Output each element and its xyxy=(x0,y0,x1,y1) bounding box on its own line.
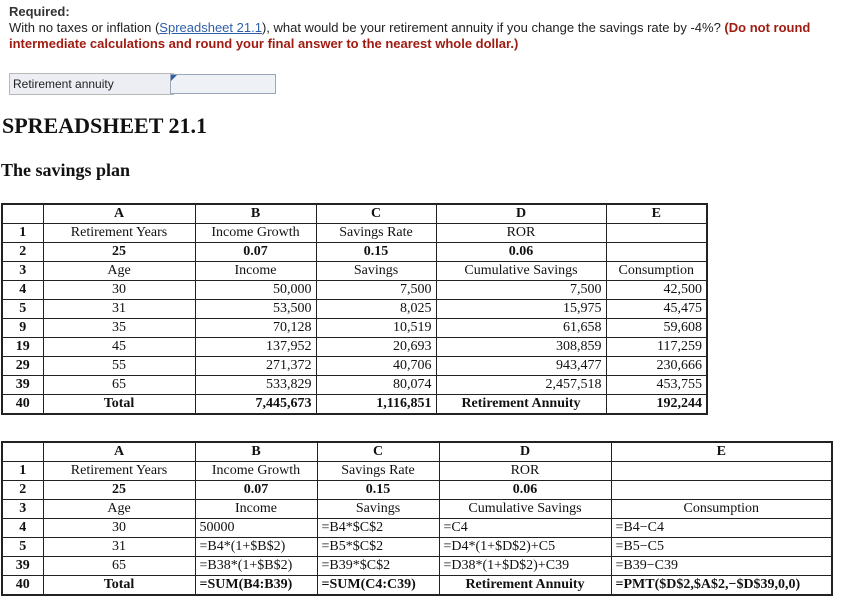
table-row xyxy=(2,538,832,557)
cell xyxy=(606,224,707,243)
column-header: D xyxy=(436,204,606,224)
cell: 70,128 xyxy=(195,319,316,338)
retirement-annuity-input[interactable] xyxy=(170,74,276,94)
column-header-row xyxy=(2,442,832,462)
rounding-warning: (Do not round intermediate calculations and round your final answer to the nearest whole dollar.) xyxy=(9,20,811,51)
cell: Age xyxy=(43,500,195,519)
cell xyxy=(611,481,832,500)
cell: 80,074 xyxy=(316,376,436,395)
cell: 8,025 xyxy=(316,300,436,319)
table-row xyxy=(2,462,832,481)
cell: 0.06 xyxy=(439,481,611,500)
spreadsheet-title: SPREADSHEET 21.1 xyxy=(2,113,207,138)
column-header: D xyxy=(439,442,611,462)
cell: Total xyxy=(43,395,195,415)
column-header: E xyxy=(606,204,707,224)
row-number: 4 xyxy=(2,519,43,538)
cell: Income xyxy=(195,262,316,281)
cell: =C4 xyxy=(439,519,611,538)
cell: 65 xyxy=(43,557,195,576)
savings-plan-values-table xyxy=(1,203,708,415)
spreadsheet-link[interactable]: Spreadsheet 21.1 xyxy=(159,20,262,35)
cell: 59,608 xyxy=(606,319,707,338)
cell: 61,658 xyxy=(436,319,606,338)
answer-row xyxy=(9,73,271,95)
cell: 453,755 xyxy=(606,376,707,395)
row-number: 2 xyxy=(2,243,43,262)
cell: 137,952 xyxy=(195,338,316,357)
cell: Total xyxy=(43,576,195,596)
cell: =SUM(B4:B39) xyxy=(195,576,317,596)
cell: 50,000 xyxy=(195,281,316,300)
cell: Income xyxy=(195,500,317,519)
cell: 20,693 xyxy=(316,338,436,357)
answer-label: Retirement annuity xyxy=(9,73,174,95)
row-number: 5 xyxy=(2,300,43,319)
cell: Savings Rate xyxy=(317,462,439,481)
cell: 117,259 xyxy=(606,338,707,357)
cell: 0.07 xyxy=(195,481,317,500)
cell: 308,859 xyxy=(436,338,606,357)
cell: Income Growth xyxy=(195,224,316,243)
cell: 40,706 xyxy=(316,357,436,376)
cell: 192,244 xyxy=(606,395,707,415)
table-row xyxy=(2,500,832,519)
cell: Income Growth xyxy=(195,462,317,481)
cell: =B38*(1+$B$2) xyxy=(195,557,317,576)
cell: =B5−C5 xyxy=(611,538,832,557)
cell: 45,475 xyxy=(606,300,707,319)
cell: ROR xyxy=(439,462,611,481)
table-row xyxy=(2,395,707,415)
table-row xyxy=(2,357,707,376)
required-section xyxy=(9,4,837,52)
table-row xyxy=(2,319,707,338)
cell: 31 xyxy=(43,300,195,319)
row-number: 9 xyxy=(2,319,43,338)
cell: 7,500 xyxy=(436,281,606,300)
column-header: A xyxy=(43,442,195,462)
row-number: 2 xyxy=(2,481,43,500)
cell: Age xyxy=(43,262,195,281)
cell: 271,372 xyxy=(195,357,316,376)
question-text xyxy=(9,20,837,52)
cell: 0.06 xyxy=(436,243,606,262)
column-header: C xyxy=(316,204,436,224)
cell: 10,519 xyxy=(316,319,436,338)
question-text-before: With no taxes or inflation ( xyxy=(9,20,160,35)
cell xyxy=(606,243,707,262)
cell: Retirement Years xyxy=(43,224,195,243)
column-header: A xyxy=(43,204,195,224)
question-text-after: ), what would be your retirement annuity if you change the savings rate by -4%? xyxy=(261,20,721,35)
cell: 0.07 xyxy=(195,243,316,262)
cell: =B4*$C$2 xyxy=(317,519,439,538)
row-number: 4 xyxy=(2,281,43,300)
table-row xyxy=(2,224,707,243)
cell: =B4*(1+$B$2) xyxy=(195,538,317,557)
cell: =B39*$C$2 xyxy=(317,557,439,576)
table-row xyxy=(2,338,707,357)
cell: 943,477 xyxy=(436,357,606,376)
row-number: 1 xyxy=(2,224,43,243)
cell: 7,500 xyxy=(316,281,436,300)
table-row xyxy=(2,376,707,395)
cell: =D4*(1+$D$2)+C5 xyxy=(439,538,611,557)
cell: 30 xyxy=(43,281,195,300)
row-number: 40 xyxy=(2,395,43,415)
cell: 25 xyxy=(43,243,195,262)
cell: Retirement Annuity xyxy=(439,576,611,596)
cell: Cumulative Savings xyxy=(439,500,611,519)
corner-cell xyxy=(2,442,43,462)
row-number: 5 xyxy=(2,538,43,557)
cell: 533,829 xyxy=(195,376,316,395)
table-row xyxy=(2,576,832,596)
cell: 230,666 xyxy=(606,357,707,376)
cell: 7,445,673 xyxy=(195,395,316,415)
cell: 65 xyxy=(43,376,195,395)
cell: 0.15 xyxy=(317,481,439,500)
column-header: B xyxy=(195,204,316,224)
row-number: 19 xyxy=(2,338,43,357)
cell: Retirement Annuity xyxy=(436,395,606,415)
cell: Consumption xyxy=(611,500,832,519)
table-row xyxy=(2,519,832,538)
row-number: 39 xyxy=(2,376,43,395)
cell: Savings xyxy=(316,262,436,281)
cell: 55 xyxy=(43,357,195,376)
cell: =SUM(C4:C39) xyxy=(317,576,439,596)
cell: Consumption xyxy=(606,262,707,281)
column-header: E xyxy=(611,442,832,462)
cell: 2,457,518 xyxy=(436,376,606,395)
cell: Savings xyxy=(317,500,439,519)
required-label: Required: xyxy=(9,4,70,19)
cell: =B39−C39 xyxy=(611,557,832,576)
cell: 0.15 xyxy=(316,243,436,262)
cell: ROR xyxy=(436,224,606,243)
row-number: 29 xyxy=(2,357,43,376)
row-number: 3 xyxy=(2,500,43,519)
savings-plan-formulas-table xyxy=(1,441,833,596)
table-row xyxy=(2,557,832,576)
cell: 1,116,851 xyxy=(316,395,436,415)
cell: 45 xyxy=(43,338,195,357)
row-number: 3 xyxy=(2,262,43,281)
cell: Cumulative Savings xyxy=(436,262,606,281)
row-number: 40 xyxy=(2,576,43,596)
row-number: 1 xyxy=(2,462,43,481)
cell: 53,500 xyxy=(195,300,316,319)
table-row xyxy=(2,243,707,262)
column-header: B xyxy=(195,442,317,462)
cell: Savings Rate xyxy=(316,224,436,243)
savings-plan-subtitle: The savings plan xyxy=(1,160,131,180)
cell: 30 xyxy=(43,519,195,538)
table-row xyxy=(2,281,707,300)
flag-icon xyxy=(171,75,177,81)
cell: 42,500 xyxy=(606,281,707,300)
cell: 35 xyxy=(43,319,195,338)
table-row xyxy=(2,262,707,281)
cell: =B5*$C$2 xyxy=(317,538,439,557)
row-number: 39 xyxy=(2,557,43,576)
cell: 50000 xyxy=(195,519,317,538)
cell: =D38*(1+$D$2)+C39 xyxy=(439,557,611,576)
table-row xyxy=(2,481,832,500)
cell: =B4−C4 xyxy=(611,519,832,538)
cell xyxy=(611,462,832,481)
cell: 15,975 xyxy=(436,300,606,319)
column-header-row xyxy=(2,204,707,224)
cell: 31 xyxy=(43,538,195,557)
column-header: C xyxy=(317,442,439,462)
corner-cell xyxy=(2,204,43,224)
cell: 25 xyxy=(43,481,195,500)
table-row xyxy=(2,300,707,319)
cell: Retirement Years xyxy=(43,462,195,481)
cell: =PMT($D$2,$A$2,−$D$39,0,0) xyxy=(611,576,832,596)
